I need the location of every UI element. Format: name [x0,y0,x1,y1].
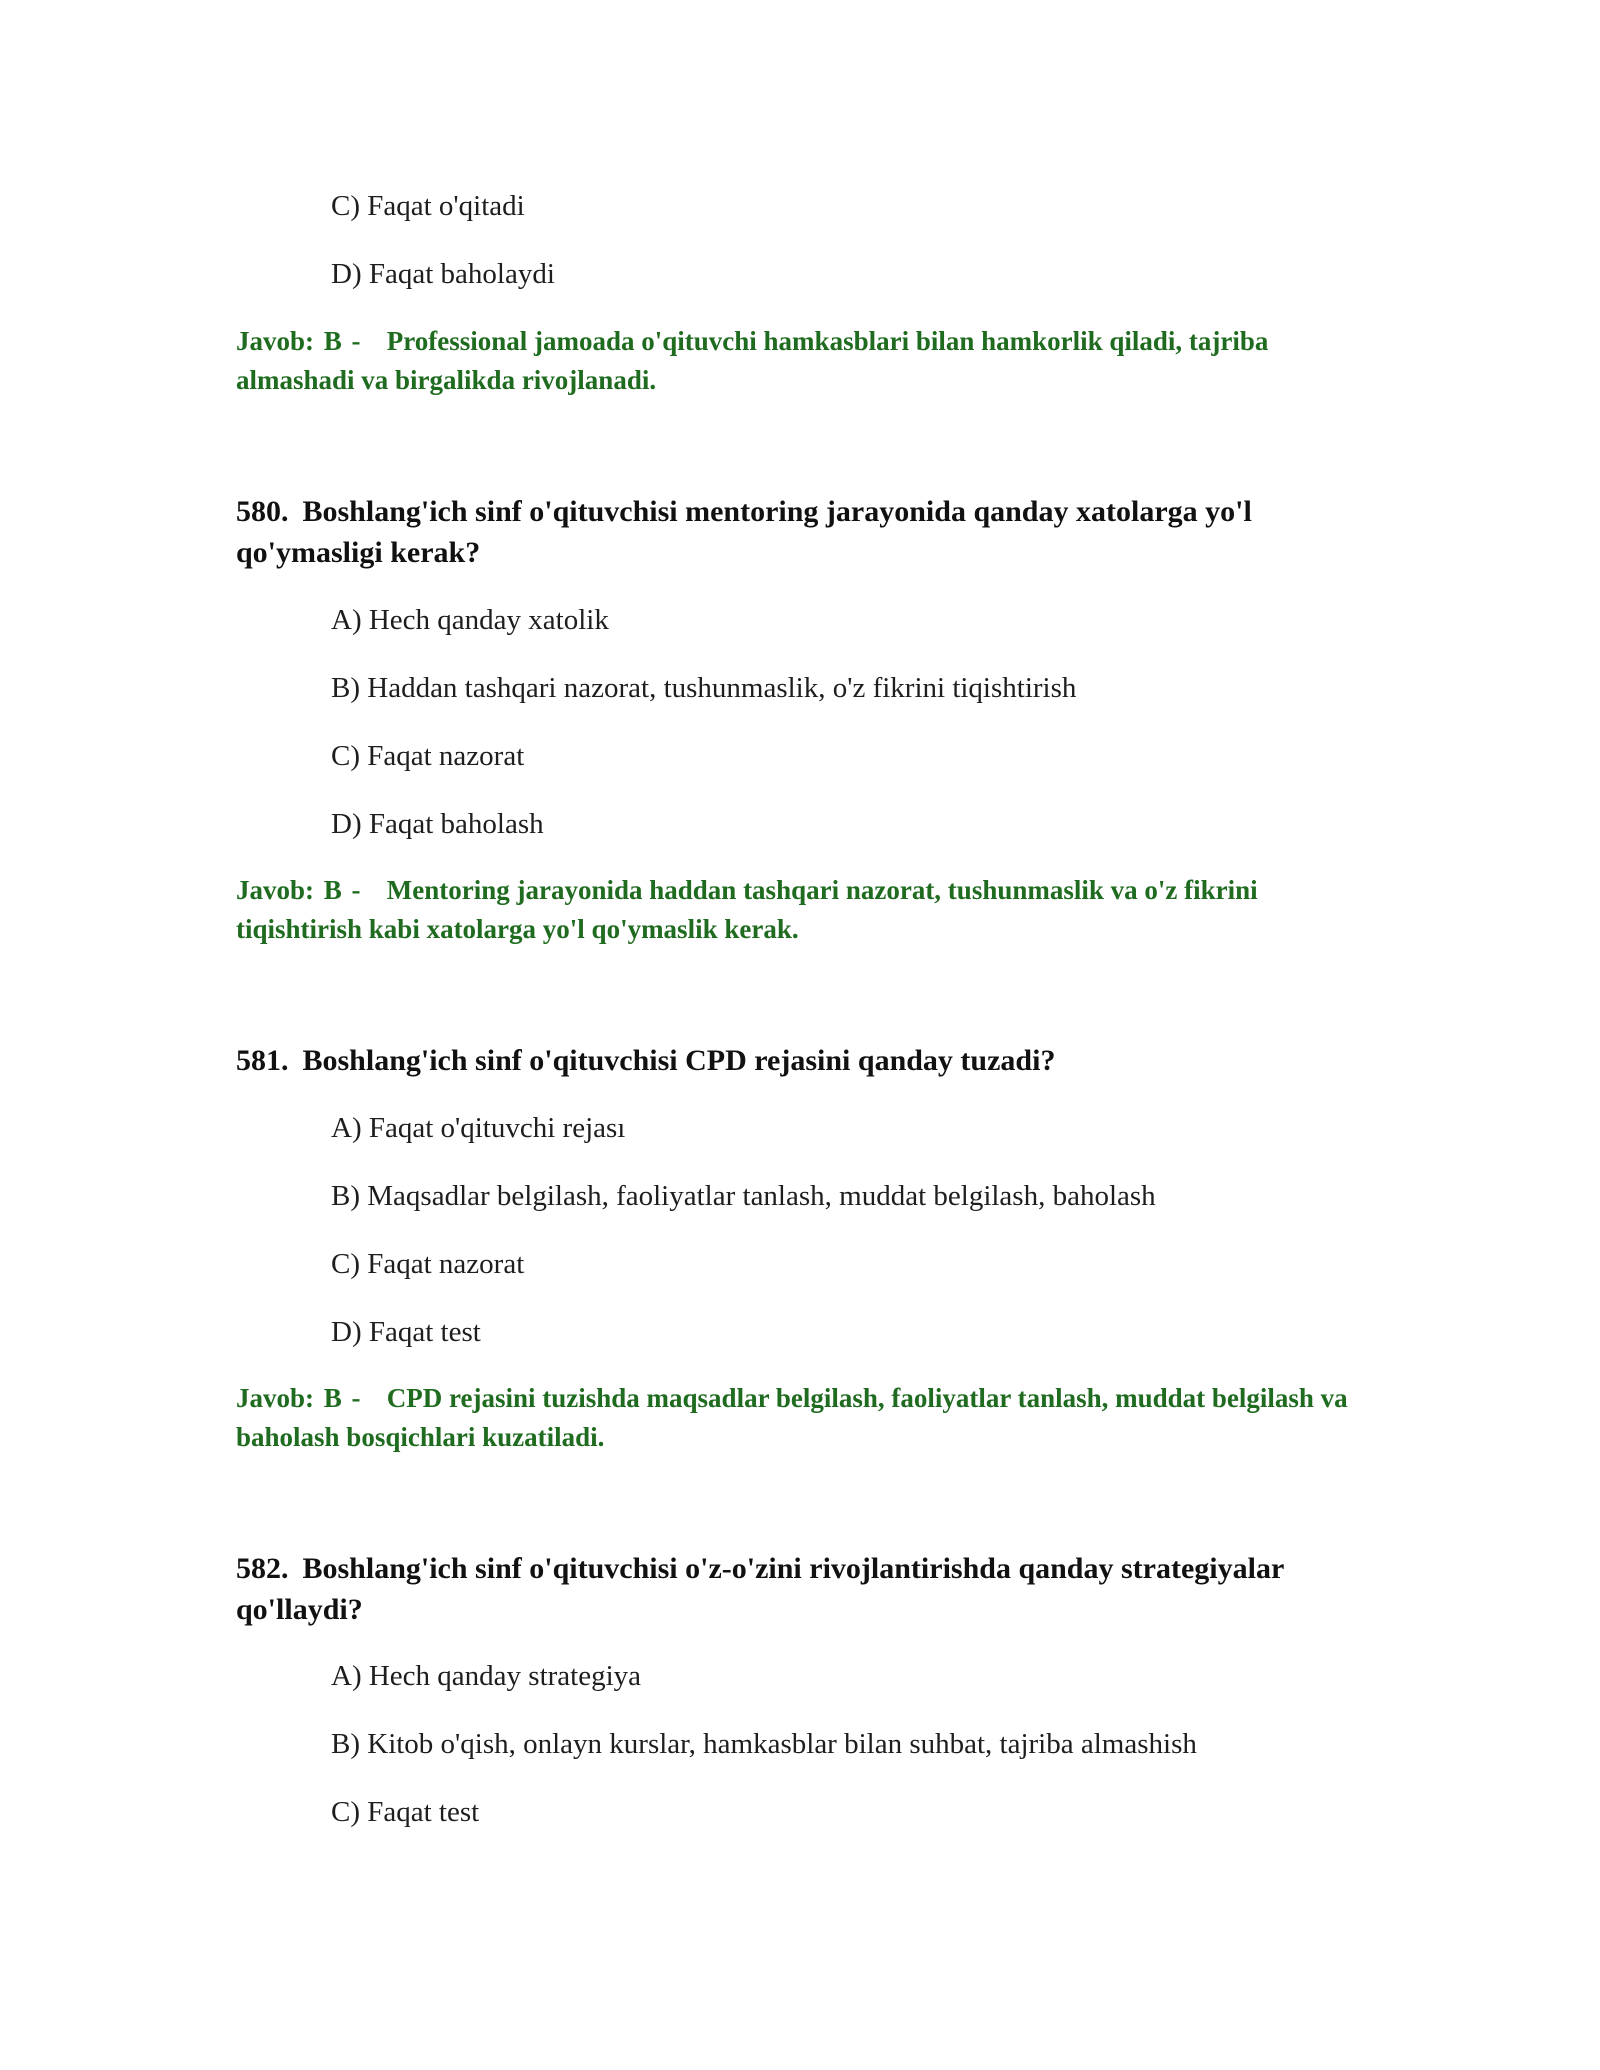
question-text: Boshlang'ich sinf o'qituvchisi CPD rejasini qanday tuzadi? [302,1044,1056,1077]
option-d: D) Faqat baholaydi [331,258,555,290]
question-text: Boshlang'ich sinf o'qituvchisi mentoring jarayonida qanday xatolarga yo'l qo'ymasligi kerak? [236,495,1252,569]
option-a: A) Hech qanday strategiya [331,1660,642,1692]
answer-label: Javob: B - [236,875,381,905]
answer-block [236,871,1356,949]
answer-label: Javob: B - [236,1383,381,1413]
option-b: B) Haddan tashqari nazorat, tushunmaslik, o'z fikrini tiqishtirish [331,672,1077,704]
question-text: Boshlang'ich sinf o'qituvchisi o'z-o'zini rivojlantirishda qanday strategiyalar qo'llaydi? [236,1552,1284,1626]
question-582 [236,1548,1366,1630]
option-d: D) Faqat test [331,1316,481,1348]
question-581 [236,1040,1366,1081]
option-b: B) Maqsadlar belgilash, faoliyatlar tanlash, muddat belgilash, baholash [331,1180,1156,1212]
answer-label: Javob: B - [236,326,381,356]
answer-explanation: Mentoring jarayonida haddan tashqari nazorat, tushunmaslik va o'z fikrini tiqishtirish kabi xatolarga yo'l qo'ymaslik kerak. [236,875,1258,944]
option-c: C) Faqat nazorat [331,1248,525,1280]
option-a: A) Hech qanday xatolik [331,604,609,636]
option-b: B) Kitob o'qish, onlayn kurslar, hamkasblar bilan suhbat, tajriba almashish [331,1728,1197,1760]
answer-block [236,322,1356,400]
answer-explanation: CPD rejasini tuzishda maqsadlar belgilash, faoliyatlar tanlash, muddat belgilash va baholash bosqichlari kuzatiladi. [236,1383,1348,1452]
option-c: C) Faqat nazorat [331,740,525,772]
question-number: 581. [236,1044,289,1077]
question-580 [236,491,1366,573]
question-number: 582. [236,1552,289,1585]
option-c: C) Faqat test [331,1796,480,1828]
option-d: D) Faqat baholash [331,808,544,840]
option-a: A) Faqat o'qituvchi rejası [331,1112,626,1144]
answer-block [236,1379,1356,1457]
option-c: C) Faqat o'qitadi [331,190,525,222]
answer-explanation: Professional jamoada o'qituvchi hamkasblari bilan hamkorlik qiladi, tajriba almashadi va birgalikda rivojlanadi. [236,326,1269,395]
question-number: 580. [236,495,289,528]
